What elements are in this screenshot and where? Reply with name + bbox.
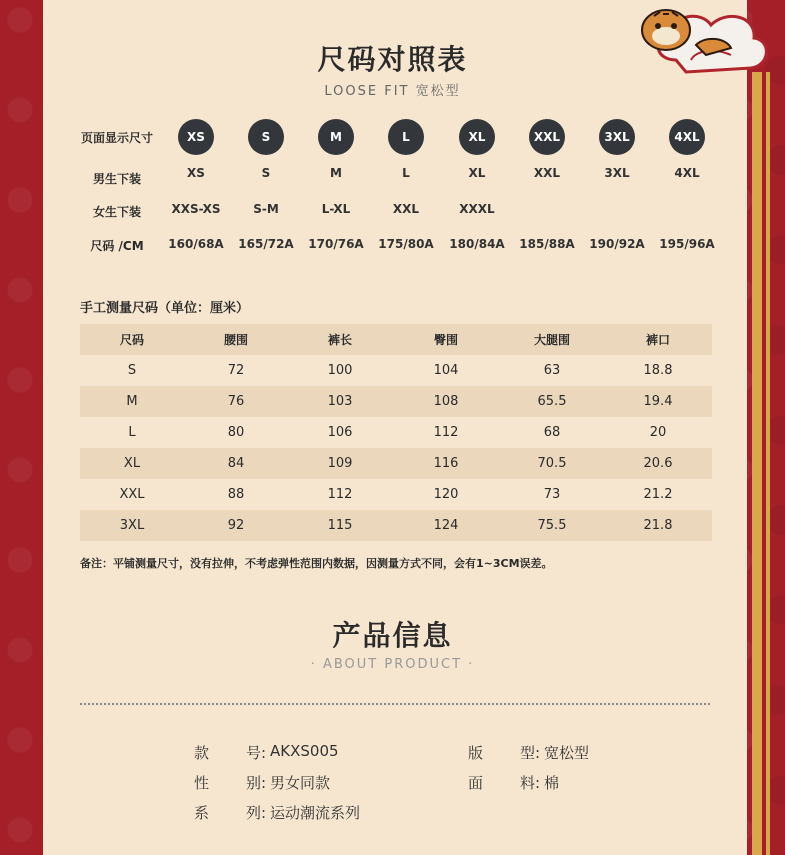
measure-note: 备注：平铺测量尺寸，没有拉伸，不考虑弹性范围内数据，因测量方式不同，会有1~3CM误差。	[80, 557, 553, 570]
product-info-subtitle: · ABOUT PRODUCT ·	[310, 657, 475, 672]
size-circle: XS	[178, 119, 214, 155]
table-cell: 109	[327, 456, 353, 471]
table-cell: 100	[327, 363, 353, 378]
row-label-female: 女生下装	[92, 205, 141, 219]
table-cell: 21.2	[643, 487, 673, 502]
measure-header-row	[80, 324, 712, 355]
table-cell: XXL	[119, 487, 145, 502]
table-cell: 92	[227, 518, 245, 533]
table-cell: 84	[227, 456, 245, 471]
row-label-display: 页面显示尺寸	[80, 131, 153, 145]
dotted-divider	[80, 703, 710, 705]
table-row	[80, 510, 712, 541]
measure-header: 臀围	[433, 333, 458, 347]
field-value: AKXS005	[270, 742, 339, 760]
product-field-fabric	[468, 772, 559, 793]
cm-size-cell: 190/92A	[589, 237, 645, 251]
table-cell: 116	[433, 456, 459, 471]
field-value: 宽松型	[544, 744, 590, 762]
gold-stripe-thin	[766, 72, 770, 855]
size-circle: S	[248, 119, 284, 155]
product-field-style-no	[194, 742, 339, 763]
cm-size-cell: 160/68A	[168, 237, 224, 251]
male-size-cell: L	[402, 166, 410, 180]
cm-size-cell: 195/96A	[659, 237, 715, 251]
field-key: 款	[194, 744, 210, 762]
table-row	[80, 386, 712, 417]
measure-title: 手工测量尺码（单位：厘米）	[80, 301, 250, 316]
field-key: 系	[194, 804, 210, 822]
table-cell: 103	[327, 394, 353, 409]
female-size-cell: XXS-XS	[171, 202, 221, 216]
table-cell: 20	[649, 425, 667, 440]
table-cell: XL	[123, 456, 141, 471]
size-chart-subtitle: LOOSE FIT 宽松型	[324, 84, 461, 99]
field-key: 料:	[519, 774, 540, 792]
cm-size-cell: 175/80A	[378, 237, 434, 251]
gold-stripe	[752, 72, 762, 855]
size-circle: 3XL	[599, 119, 635, 155]
male-size-cell: S	[261, 166, 271, 180]
field-value: 运动潮流系列	[270, 804, 361, 822]
table-cell: L	[128, 425, 136, 440]
table-cell: 75.5	[537, 518, 567, 533]
male-size-cell: 3XL	[604, 166, 630, 180]
field-key: 性	[194, 774, 210, 792]
table-cell: 3XL	[119, 518, 145, 533]
measure-header: 裤口	[645, 333, 670, 347]
field-key: 列:	[245, 804, 266, 822]
cm-size-cell: 185/88A	[519, 237, 575, 251]
table-row	[80, 479, 712, 510]
male-size-cell: 4XL	[674, 166, 700, 180]
field-key: 别:	[245, 774, 266, 792]
table-cell: 68	[543, 425, 561, 440]
measure-header: 裤长	[327, 333, 352, 347]
product-field-series	[194, 802, 360, 823]
table-cell: 20.6	[643, 456, 673, 471]
table-cell: 115	[327, 518, 353, 533]
size-circle: L	[388, 119, 424, 155]
measure-header: 尺码	[119, 333, 144, 347]
table-cell: 88	[227, 487, 245, 502]
measure-header: 腰围	[223, 333, 248, 347]
field-value: 棉	[544, 774, 560, 792]
measure-header: 大腿围	[533, 333, 570, 347]
male-size-cell: XXL	[533, 166, 561, 180]
table-cell: S	[127, 363, 137, 378]
table-cell: 80	[227, 425, 245, 440]
table-cell: 65.5	[537, 394, 567, 409]
field-key: 型:	[519, 744, 540, 762]
table-cell: 112	[327, 487, 353, 502]
size-chart-title: 尺码对照表	[317, 43, 468, 76]
table-row	[80, 355, 712, 386]
field-key: 面	[468, 774, 484, 792]
size-circle: M	[318, 119, 354, 155]
product-field-gender	[194, 772, 330, 793]
size-circle: XXL	[529, 119, 565, 155]
table-cell: 63	[543, 363, 561, 378]
table-cell: 70.5	[537, 456, 567, 471]
table-cell: 76	[227, 394, 245, 409]
female-size-cell: XXXL	[459, 202, 495, 216]
field-key: 版	[468, 744, 484, 762]
female-size-cell: XXL	[392, 202, 420, 216]
row-label-male: 男生下装	[92, 172, 141, 186]
male-size-cell: XL	[468, 166, 486, 180]
size-circle: XL	[459, 119, 495, 155]
row-label-cm: 尺码 /CM	[90, 239, 144, 253]
product-field-fit	[468, 742, 589, 763]
table-cell: M	[126, 394, 138, 409]
table-cell: 108	[433, 394, 459, 409]
table-cell: 120	[433, 487, 459, 502]
female-size-cell: S-M	[253, 202, 279, 216]
table-cell: 73	[543, 487, 561, 502]
table-cell: 112	[433, 425, 459, 440]
cm-size-cell: 170/76A	[308, 237, 364, 251]
cm-size-cell: 180/84A	[449, 237, 505, 251]
table-cell: 106	[327, 425, 353, 440]
table-cell: 72	[227, 363, 245, 378]
male-size-cell: XS	[187, 166, 205, 180]
size-circle: 4XL	[669, 119, 705, 155]
table-cell: 18.8	[643, 363, 673, 378]
table-row	[80, 417, 712, 448]
table-cell: 21.8	[643, 518, 673, 533]
female-size-cell: L-XL	[321, 202, 351, 216]
table-cell: 124	[433, 518, 459, 533]
field-value: 男女同款	[270, 774, 331, 792]
product-info-title: 产品信息	[332, 619, 453, 652]
cm-size-cell: 165/72A	[238, 237, 294, 251]
male-size-cell: M	[330, 166, 342, 180]
measure-table	[80, 324, 712, 541]
table-cell: 19.4	[643, 394, 673, 409]
table-row	[80, 448, 712, 479]
table-cell: 104	[433, 363, 459, 378]
field-key: 号:	[245, 744, 266, 762]
